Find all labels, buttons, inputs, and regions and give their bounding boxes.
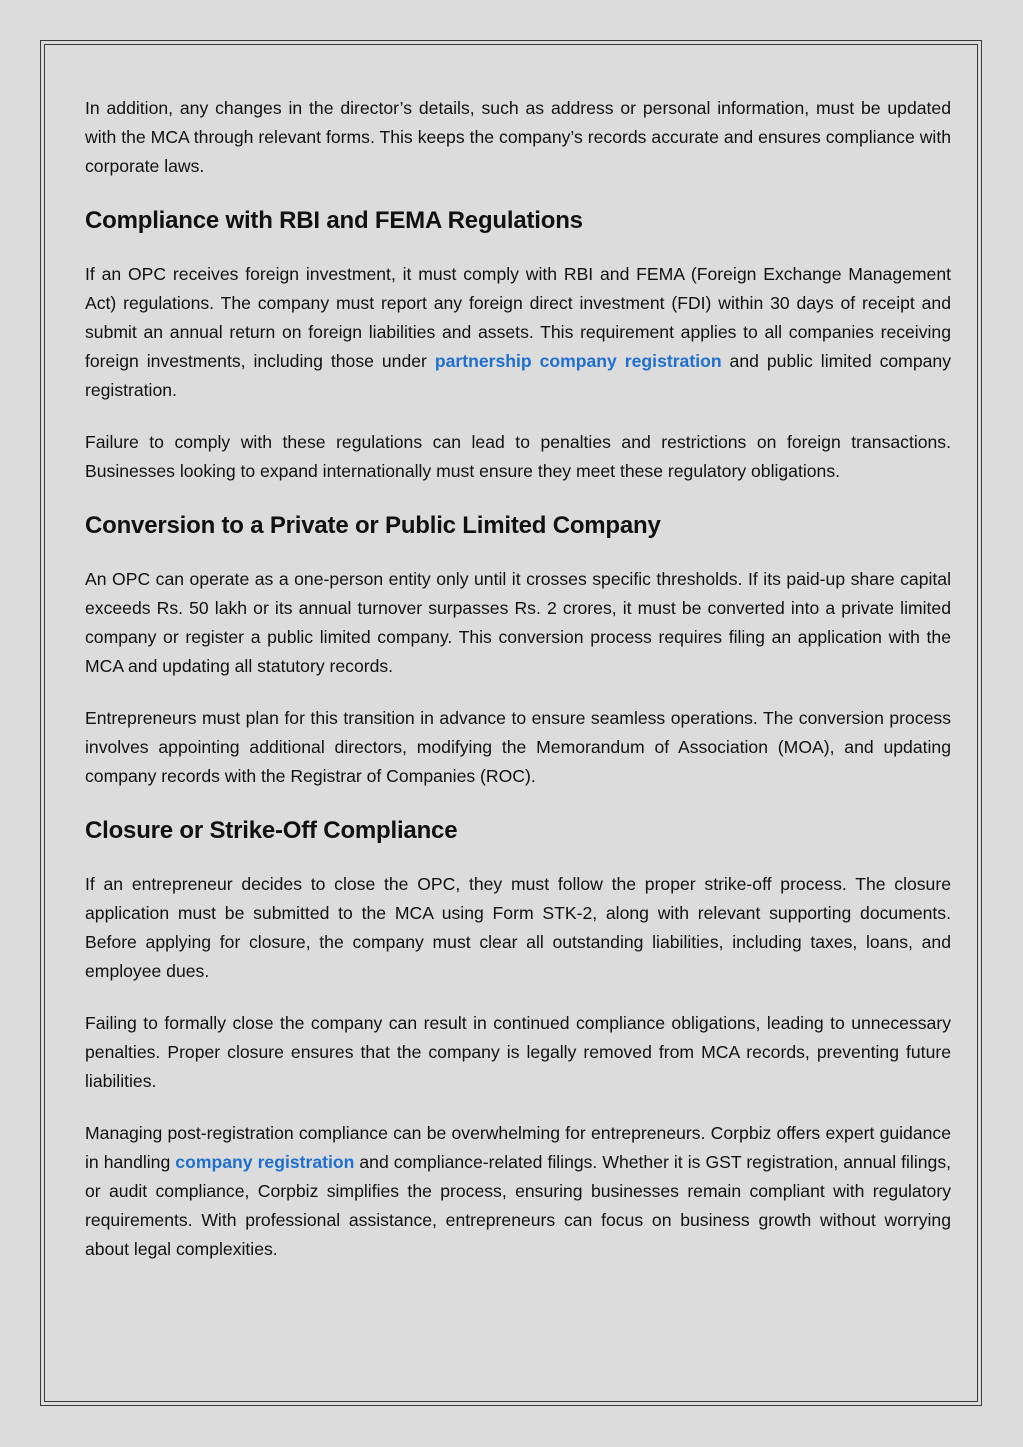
paragraph-rbi-fema-text-before: If an OPC receives foreign investment, it must comply with RBI and FEMA (Foreign Exchange Management Act) regulations. The company must report any foreign direct investment (FDI) within 30 days of receipt and submit an annual return on foreign liabilities and assets. This requirement applies to all companies receiving foreign investments, including those under: [85, 264, 951, 371]
heading-conversion: Conversion to a Private or Public Limited Company: [85, 512, 661, 539]
paragraph-strike-off: If an entrepreneur decides to close the OPC, they must follow the proper strike-off process. The closure application must be submitted to the MCA using Form STK-2, along with relevant supporting documents. Before applying for closure, the company must clear all outstanding liabilities, including taxes, loans, and employee dues.: [85, 874, 951, 981]
partnership-company-registration-link[interactable]: partnership company registration: [434, 351, 722, 371]
paragraph-corpbiz-text-before: Managing post-registration compliance can be overwhelming for entrepreneurs. Corpbiz offers expert guidance in handling: [85, 1123, 951, 1172]
paragraph-transition-planning: Entrepreneurs must plan for this transition in advance to ensure seamless operations. The conversion process involves appointing additional directors, modifying the Memorandum of Association (MOA), and updating company records with the Registrar of Companies (ROC).: [85, 708, 951, 786]
paragraph-failing-to-close: Failing to formally close the company can result in continued compliance obligations, leading to unnecessary penalties. Proper closure ensures that the company is legally removed from MCA records, preventing future liabilities.: [85, 1013, 951, 1091]
heading-rbi-fema: Compliance with RBI and FEMA Regulations: [85, 207, 583, 234]
paragraph-corpbiz-text-after: and compliance-related filings. Whether it is GST registration, annual filings, or audit compliance, Corpbiz simplifies the process, ensuring businesses remain compliant with regulatory requirements. With professional assistance, entrepreneurs can focus on business growth without worrying about legal complexities.: [85, 1152, 952, 1259]
heading-closure: Closure or Strike-Off Compliance: [85, 817, 458, 844]
paragraph-opc-thresholds: An OPC can operate as a one-person entity only until it crosses specific thresholds. If its paid-up share capital exceeds Rs. 50 lakh or its annual turnover surpasses Rs. 2 crores, it must be converted into a private limited company or register a public limited company. This conversion process requires filing an application with the MCA and updating all statutory records.: [85, 569, 951, 676]
paragraph-corpbiz: [85, 1119, 951, 1264]
paragraph-rbi-fema: [85, 260, 951, 405]
paragraph-director-changes: In addition, any changes in the director’s details, such as address or personal information, must be updated with the MCA through relevant forms. This keeps the company’s records accurate and ensures compliance with corporate laws.: [85, 98, 951, 176]
document-body: [85, 94, 951, 1287]
paragraph-failure-to-comply: Failure to comply with these regulations can lead to penalties and restrictions on foreign transactions. Businesses looking to expand internationally must ensure they meet these regulatory obligations.: [85, 432, 951, 481]
paragraph-rbi-fema-text-after: and public limited company registration.: [85, 351, 951, 400]
company-registration-link[interactable]: company registration: [175, 1152, 355, 1172]
